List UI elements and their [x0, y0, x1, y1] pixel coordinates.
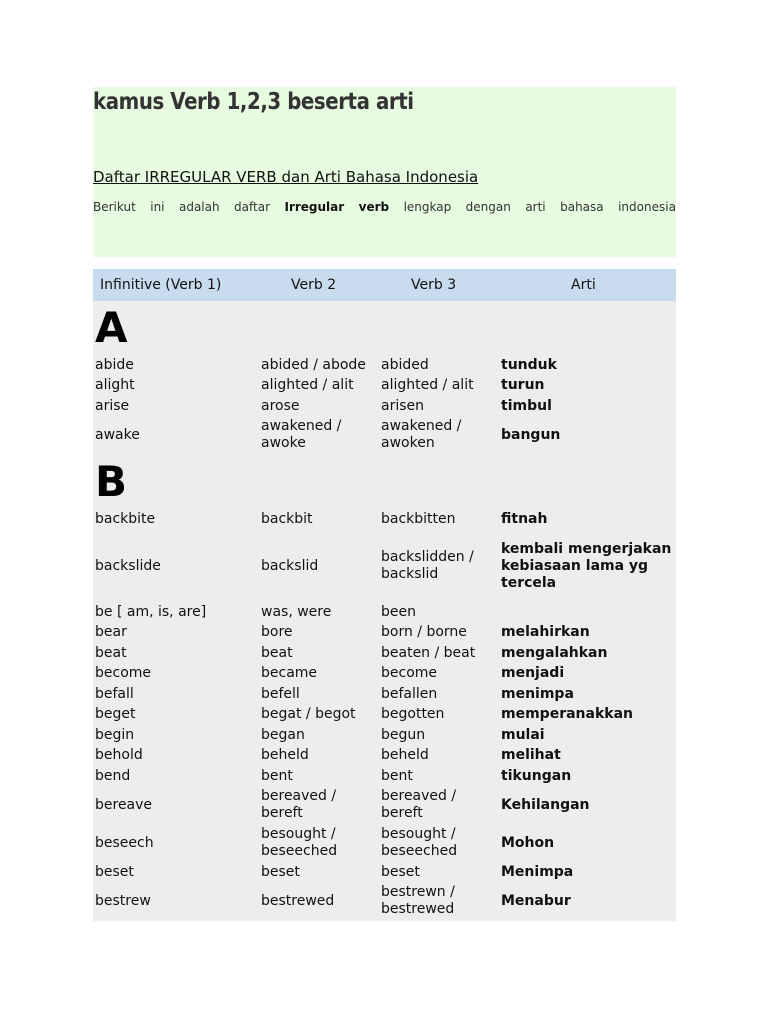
infinitive-text: backslide [95, 557, 161, 574]
table-row [93, 862, 676, 882]
infinitive-text: awake [95, 426, 140, 443]
arti-cell [501, 643, 676, 663]
infinitive-text: befall [95, 685, 134, 702]
verb2-text: backslid [261, 557, 319, 574]
verb3-cell [381, 862, 501, 882]
verb2-text: bent [261, 767, 293, 784]
verb2-cell [261, 725, 379, 745]
verb2-text: bereaved / bereft [261, 788, 337, 821]
verb2-text: begat / begot [261, 706, 356, 722]
verb3-cell [381, 530, 501, 602]
infinitive-text: bear [95, 624, 127, 640]
verb3-cell [381, 416, 501, 454]
infinitive-cell [95, 663, 255, 684]
verb3-cell [381, 766, 501, 786]
infinitive-cell [95, 643, 255, 663]
infinitive-text: bestrew [95, 892, 151, 909]
verb3-cell [381, 663, 501, 684]
arti-text: tikungan [501, 767, 572, 784]
table-row [93, 882, 676, 920]
arti-cell [501, 396, 676, 416]
infinitive-cell [95, 766, 255, 786]
verb3-cell [381, 684, 501, 704]
table-row [93, 375, 676, 396]
infinitive-cell [95, 725, 255, 745]
infinitive-cell [95, 530, 255, 602]
table-row [93, 766, 676, 786]
arti-text: Kehilangan [501, 796, 590, 813]
arti-text: fitnah [501, 511, 548, 527]
arti-cell [501, 704, 676, 725]
table-header [93, 269, 676, 301]
description-word-bold: verb [358, 200, 390, 214]
verb2-text: awakened / awoke [261, 418, 342, 451]
header-infinitive: Infinitive (Verb 1) [100, 277, 222, 293]
infinitive-cell [95, 509, 255, 530]
verb2-cell [261, 704, 379, 725]
verb2-text: beheld [261, 747, 309, 763]
arti-text: timbul [501, 397, 552, 414]
arti-text: Menabur [501, 892, 571, 909]
arti-cell [501, 355, 676, 375]
verb2-cell [261, 602, 379, 622]
infinitive-text: backbite [95, 511, 156, 527]
verb3-text: bereaved / bereft [381, 788, 457, 821]
verb2-cell [261, 643, 379, 663]
infinitive-cell [95, 745, 255, 766]
verb3-cell [381, 704, 501, 725]
verb2-text: besought / beseeched [261, 826, 338, 859]
verb2-cell [261, 786, 379, 824]
verb3-cell [381, 643, 501, 663]
infinitive-text: begin [95, 726, 135, 743]
description-word: daftar [234, 200, 271, 214]
verb-table [93, 269, 676, 921]
verb3-cell [381, 622, 501, 643]
arti-cell [501, 824, 676, 862]
arti-cell [501, 416, 676, 454]
infinitive-cell [95, 862, 255, 882]
verb3-text: befallen [381, 685, 438, 702]
verb2-text: backbit [261, 511, 313, 527]
verb2-text: beset [261, 863, 300, 880]
verb3-text: beheld [381, 747, 429, 763]
infinitive-cell [95, 704, 255, 725]
header-verb2: Verb 2 [291, 277, 337, 293]
verb3-text: begun [381, 726, 426, 743]
arti-text: menimpa [501, 685, 574, 702]
verb2-cell [261, 862, 379, 882]
verb2-cell [261, 745, 379, 766]
arti-text: kembali mengerjakan kebiasaan lama yg tercela [501, 540, 672, 591]
verb3-text: arisen [381, 397, 425, 414]
section-letter: A [95, 303, 128, 352]
infinitive-text: arise [95, 397, 130, 414]
description-word: lengkap [403, 200, 452, 214]
infinitive-cell [95, 396, 255, 416]
verb3-text: become [381, 665, 438, 681]
header-arti: Arti [571, 277, 596, 293]
arti-cell [501, 766, 676, 786]
arti-cell [501, 663, 676, 684]
infinitive-cell [95, 602, 255, 622]
verb2-cell [261, 509, 379, 530]
verb2-cell [261, 416, 379, 454]
subtitle-link[interactable]: Daftar IRREGULAR VERB dan Arti Bahasa Indonesia [93, 168, 479, 186]
description-word: adalah [178, 200, 220, 214]
verb3-cell [381, 786, 501, 824]
verb3-text: besought / beseeched [381, 826, 458, 859]
table-row [93, 786, 676, 824]
verb2-text: bore [261, 624, 293, 640]
verb2-cell [261, 355, 379, 375]
verb3-text: bent [381, 767, 413, 784]
table-row [93, 725, 676, 745]
infinitive-text: be [ am, is, are] [95, 603, 207, 620]
description-word-bold: Irregular [284, 200, 345, 214]
arti-cell [501, 684, 676, 704]
verb2-cell [261, 824, 379, 862]
arti-cell [501, 725, 676, 745]
verb3-text: bestrewn / bestrewed [381, 884, 455, 917]
arti-text: bangun [501, 426, 561, 443]
arti-text: mulai [501, 726, 545, 743]
verb2-cell [261, 766, 379, 786]
infinitive-cell [95, 375, 255, 396]
verb3-cell [381, 602, 501, 622]
infinitive-cell [95, 824, 255, 862]
infinitive-cell [95, 622, 255, 643]
verb3-cell [381, 375, 501, 396]
verb2-text: abided / abode [261, 356, 366, 373]
verb3-cell [381, 824, 501, 862]
arti-text: memperanakkan [501, 706, 633, 722]
table-row [93, 643, 676, 663]
arti-cell [501, 786, 676, 824]
description-word: dengan [465, 200, 511, 214]
infinitive-text: bend [95, 767, 131, 784]
table-row [93, 602, 676, 622]
infinitive-cell [95, 786, 255, 824]
verb3-text: alighted / alit [381, 377, 474, 393]
verb3-text: beset [381, 863, 420, 880]
infinitive-text: behold [95, 747, 143, 763]
verb3-cell [381, 355, 501, 375]
table-row [93, 530, 676, 602]
infinitive-cell [95, 416, 255, 454]
arti-text: Mohon [501, 834, 555, 851]
arti-cell [501, 602, 676, 622]
verb3-cell [381, 725, 501, 745]
verb2-text: arose [261, 397, 300, 414]
verb3-text: awakened / awoken [381, 418, 462, 451]
infinitive-cell [95, 882, 255, 920]
table-row [93, 355, 676, 375]
infinitive-cell [95, 355, 255, 375]
arti-cell [501, 509, 676, 530]
arti-text: melihat [501, 747, 561, 763]
table-row [93, 396, 676, 416]
verb2-cell [261, 882, 379, 920]
description-word: bahasa [560, 200, 604, 214]
verb2-cell [261, 396, 379, 416]
description-word: Berikut [93, 200, 136, 214]
verb2-text: beat [261, 644, 293, 661]
verb3-cell [381, 396, 501, 416]
verb3-cell [381, 882, 501, 920]
arti-cell [501, 862, 676, 882]
section-letter: B [95, 457, 128, 506]
verb2-text: became [261, 665, 318, 681]
infinitive-text: beseech [95, 834, 154, 851]
infinitive-cell [95, 684, 255, 704]
table-row [93, 745, 676, 766]
arti-cell [501, 882, 676, 920]
table-row [93, 416, 676, 454]
infinitive-text: become [95, 665, 152, 681]
arti-cell [501, 375, 676, 396]
description [93, 200, 676, 214]
arti-cell [501, 622, 676, 643]
table-row [93, 704, 676, 725]
page-title: kamus Verb 1,2,3 beserta arti [93, 89, 414, 115]
verb3-cell [381, 509, 501, 530]
verb3-text: backslidden / backslid [381, 549, 474, 582]
verb3-text: been [381, 603, 416, 620]
verb3-text: begotten [381, 706, 445, 722]
arti-cell [501, 530, 676, 602]
table-row [93, 824, 676, 862]
description-word: ini [150, 200, 165, 214]
infinitive-text: beget [95, 706, 136, 722]
infinitive-text: beset [95, 863, 134, 880]
header-verb3: Verb 3 [411, 277, 457, 293]
verb2-cell [261, 684, 379, 704]
arti-text: turun [501, 377, 545, 393]
arti-text: tunduk [501, 356, 557, 373]
verb2-text: befell [261, 685, 300, 702]
verb3-text: backbitten [381, 511, 456, 527]
verb2-text: was, were [261, 603, 332, 620]
verb3-text: born / borne [381, 624, 467, 640]
infinitive-text: bereave [95, 796, 153, 813]
verb3-text: beaten / beat [381, 644, 476, 661]
verb2-text: alighted / alit [261, 377, 354, 393]
verb2-text: bestrewed [261, 892, 335, 909]
verb2-cell [261, 663, 379, 684]
intro-section [93, 87, 676, 257]
table-row [93, 622, 676, 643]
arti-cell [501, 745, 676, 766]
verb3-text: abided [381, 356, 429, 373]
infinitive-text: abide [95, 356, 134, 373]
infinitive-text: alight [95, 377, 135, 393]
arti-text: mengalahkan [501, 644, 608, 661]
arti-text: menjadi [501, 665, 565, 681]
description-word: arti [525, 200, 546, 214]
verb2-text: began [261, 726, 305, 743]
table-row [93, 509, 676, 530]
verb2-cell [261, 622, 379, 643]
arti-text: Menimpa [501, 863, 574, 880]
verb2-cell [261, 530, 379, 602]
verb2-cell [261, 375, 379, 396]
arti-text: melahirkan [501, 624, 590, 640]
infinitive-text: beat [95, 644, 127, 661]
verb3-cell [381, 745, 501, 766]
description-word: indonesia [618, 200, 676, 214]
table-row [93, 663, 676, 684]
table-row [93, 684, 676, 704]
